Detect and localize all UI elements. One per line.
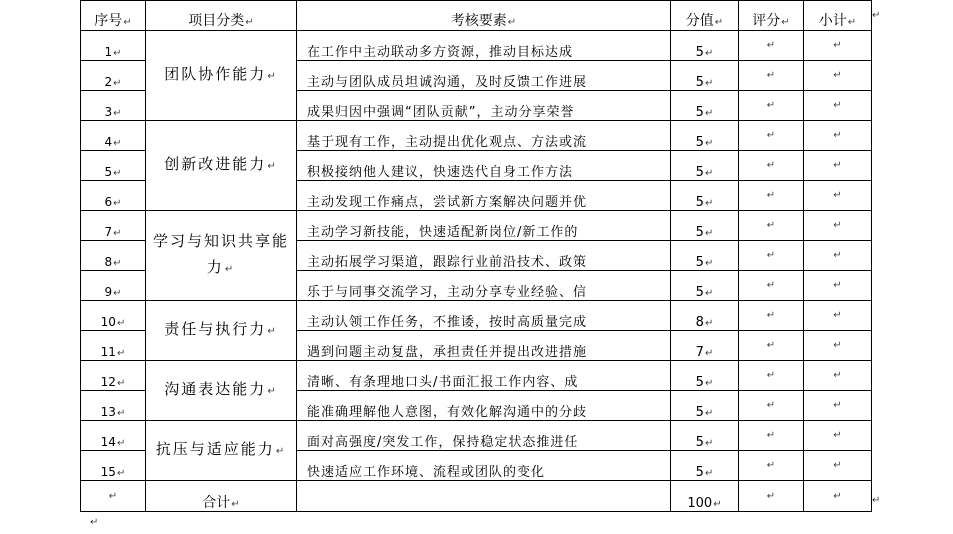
score-cell: 5↵ xyxy=(671,151,739,181)
subtotal-cell[interactable]: ↵ xyxy=(804,271,872,301)
row-number: 1↵ xyxy=(81,31,146,61)
requirement-cell[interactable]: 积极接纳他人建议，快速迭代自身工作方法 xyxy=(297,151,671,181)
rating-cell[interactable]: ↵ xyxy=(739,241,804,271)
category-cell: 责任与执行力↵ xyxy=(146,301,297,361)
subtotal-cell[interactable]: ↵ xyxy=(804,451,872,481)
row-end-mark: ↵ xyxy=(872,10,881,21)
subtotal-cell[interactable]: ↵ xyxy=(804,211,872,241)
rating-cell[interactable]: ↵ xyxy=(739,361,804,391)
total-row xyxy=(81,481,872,512)
requirement-cell[interactable]: 清晰、有条理地口头/书面汇报工作内容、成 xyxy=(297,361,671,391)
rating-cell[interactable]: ↵ xyxy=(739,181,804,211)
total-score: 100↵ xyxy=(671,481,739,512)
table-row xyxy=(81,301,872,331)
score-cell: 5↵ xyxy=(671,241,739,271)
rating-cell[interactable]: ↵ xyxy=(739,271,804,301)
subtotal-cell[interactable]: ↵ xyxy=(804,61,872,91)
subtotal-cell[interactable]: ↵ xyxy=(804,31,872,61)
category-cell: 学习与知识共享能力↵ xyxy=(146,211,297,301)
score-cell: 5↵ xyxy=(671,361,739,391)
row-number: 2↵ xyxy=(81,61,146,91)
row-number: 4↵ xyxy=(81,121,146,151)
row-number: 13↵ xyxy=(81,391,146,421)
rating-cell[interactable]: ↵ xyxy=(739,451,804,481)
row-number: 7↵ xyxy=(81,211,146,241)
row-end-mark: ↵ xyxy=(872,495,881,506)
row-number: 6↵ xyxy=(81,181,146,211)
total-subtotal-cell[interactable]: ↵ xyxy=(804,481,872,512)
total-rating-cell[interactable]: ↵ xyxy=(739,481,804,512)
rating-cell[interactable]: ↵ xyxy=(739,91,804,121)
header-category: 项目分类↵ xyxy=(146,1,297,31)
score-cell: 7↵ xyxy=(671,331,739,361)
score-cell: 5↵ xyxy=(671,391,739,421)
table-row xyxy=(81,421,872,451)
rating-cell[interactable]: ↵ xyxy=(739,121,804,151)
category-cell: 团队协作能力↵ xyxy=(146,31,297,121)
rating-cell[interactable]: ↵ xyxy=(739,421,804,451)
category-cell: 沟通表达能力↵ xyxy=(146,361,297,421)
header-rating: 评分↵ xyxy=(739,1,804,31)
total-number-cell: ↵ xyxy=(81,481,146,512)
subtotal-cell[interactable]: ↵ xyxy=(804,181,872,211)
table-row xyxy=(81,361,872,391)
category-cell: 抗压与适应能力↵ xyxy=(146,421,297,481)
requirement-cell[interactable]: 主动认领工作任务，不推诿，按时高质量完成 xyxy=(297,301,671,331)
paragraph-mark: ↵ xyxy=(90,517,99,528)
requirement-cell[interactable]: 面对高强度/突发工作，保持稳定状态推进任 xyxy=(297,421,671,451)
score-cell: 5↵ xyxy=(671,421,739,451)
table-header-row xyxy=(81,1,872,31)
requirement-cell[interactable]: 快速适应工作环境、流程或团队的变化 xyxy=(297,451,671,481)
score-cell: 8↵ xyxy=(671,301,739,331)
score-cell: 5↵ xyxy=(671,121,739,151)
subtotal-cell[interactable]: ↵ xyxy=(804,391,872,421)
rating-cell[interactable]: ↵ xyxy=(739,151,804,181)
rating-cell[interactable]: ↵ xyxy=(739,31,804,61)
requirement-cell[interactable]: 主动学习新技能，快速适配新岗位/新工作的 xyxy=(297,211,671,241)
rating-cell[interactable]: ↵ xyxy=(739,331,804,361)
subtotal-cell[interactable]: ↵ xyxy=(804,91,872,121)
requirement-cell[interactable]: 主动发现工作痛点，尝试新方案解决问题并优 xyxy=(297,181,671,211)
requirement-cell[interactable]: 基于现有工作，主动提出优化观点、方法或流 xyxy=(297,121,671,151)
category-cell: 创新改进能力↵ xyxy=(146,121,297,211)
requirement-cell[interactable]: 主动拓展学习渠道，跟踪行业前沿技术、政策 xyxy=(297,241,671,271)
requirement-cell[interactable]: 在工作中主动联动多方资源，推动目标达成 xyxy=(297,31,671,61)
row-number: 14↵ xyxy=(81,421,146,451)
requirement-cell[interactable]: 主动与团队成员坦诚沟通，及时反馈工作进展 xyxy=(297,61,671,91)
row-number: 5↵ xyxy=(81,151,146,181)
row-number: 9↵ xyxy=(81,271,146,301)
rating-cell[interactable]: ↵ xyxy=(739,301,804,331)
header-score: 分值↵ xyxy=(671,1,739,31)
score-cell: 5↵ xyxy=(671,31,739,61)
score-cell: 5↵ xyxy=(671,61,739,91)
row-number: 12↵ xyxy=(81,361,146,391)
score-cell: 5↵ xyxy=(671,181,739,211)
subtotal-cell[interactable]: ↵ xyxy=(804,241,872,271)
table-row xyxy=(81,31,872,61)
header-no: 序号↵ xyxy=(81,1,146,31)
score-cell: 5↵ xyxy=(671,91,739,121)
subtotal-cell[interactable]: ↵ xyxy=(804,121,872,151)
header-requirement: 考核要素↵ xyxy=(297,1,671,31)
row-number: 11↵ xyxy=(81,331,146,361)
row-number: 8↵ xyxy=(81,241,146,271)
requirement-cell[interactable]: 能准确理解他人意图，有效化解沟通中的分歧 xyxy=(297,391,671,421)
row-number: 15↵ xyxy=(81,451,146,481)
score-cell: 5↵ xyxy=(671,211,739,241)
table-row xyxy=(81,211,872,241)
rating-cell[interactable]: ↵ xyxy=(739,61,804,91)
total-label: 合计↵ xyxy=(146,481,297,512)
score-cell: 5↵ xyxy=(671,451,739,481)
subtotal-cell[interactable]: ↵ xyxy=(804,151,872,181)
score-cell: 5↵ xyxy=(671,271,739,301)
total-requirement-cell xyxy=(297,481,671,512)
requirement-cell[interactable]: 成果归因中强调“团队贡献”，主动分享荣誉 xyxy=(297,91,671,121)
row-number: 10↵ xyxy=(81,301,146,331)
table-row xyxy=(81,121,872,151)
rating-cell[interactable]: ↵ xyxy=(739,391,804,421)
header-subtotal: 小计↵ xyxy=(804,1,872,31)
row-number: 3↵ xyxy=(81,91,146,121)
evaluation-table xyxy=(80,0,872,512)
subtotal-cell[interactable]: ↵ xyxy=(804,331,872,361)
subtotal-cell[interactable]: ↵ xyxy=(804,361,872,391)
subtotal-cell[interactable]: ↵ xyxy=(804,301,872,331)
rating-cell[interactable]: ↵ xyxy=(739,211,804,241)
subtotal-cell[interactable]: ↵ xyxy=(804,421,872,451)
requirement-cell[interactable]: 遇到问题主动复盘，承担责任并提出改进措施 xyxy=(297,331,671,361)
requirement-cell[interactable]: 乐于与同事交流学习，主动分享专业经验、信 xyxy=(297,271,671,301)
